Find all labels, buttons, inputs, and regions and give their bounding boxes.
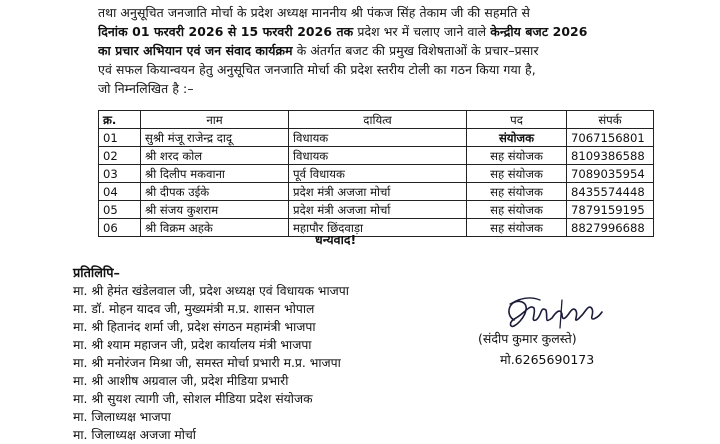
header-post: पद (467, 111, 567, 129)
row-post: सह संयोजक (467, 219, 567, 237)
row-sn: 05 (99, 201, 141, 219)
header-phone: संपर्क (567, 111, 654, 129)
row-name: सुश्री मंजू राजेन्द्र दादू (141, 129, 289, 147)
row-post: सह संयोजक (467, 201, 567, 219)
row-name: श्री दीपक उईके (141, 183, 289, 201)
row-name: श्री शरद कोल (141, 147, 289, 165)
row-role: प्रदेश मंत्री अजजा मोर्चा (289, 201, 467, 219)
budget-title: केन्द्रीय बजट 2026 (490, 24, 588, 39)
intro-line-4: एवं सफल कियान्वयन हेतु अनुसूचित जनजाति मोर्चा की प्रदेश स्तरीय टोली का गठन किया गया है, (98, 62, 536, 77)
row-role: महापौर छिंदवाड़ा (289, 219, 467, 237)
row-phone: 7067156801 (567, 129, 654, 147)
row-sn: 01 (99, 129, 141, 147)
intro-line-2-mid: प्रदेश भर में चलाए जाने वाले (353, 24, 491, 39)
row-phone: 8109386588 (567, 147, 654, 165)
table-row (99, 201, 654, 219)
row-sn: 06 (99, 219, 141, 237)
intro-line-3 (98, 41, 700, 60)
copy-item: मा. श्री सुयश त्यागी जी, सोशल मीडिया प्रदेश संयोजक (73, 392, 313, 406)
row-sn: 04 (99, 183, 141, 201)
campaign-title: का प्रचार अभियान एवं जन संवाद कार्यक्रम (98, 43, 293, 58)
row-role: प्रदेश मंत्री अजजा मोर्चा (289, 183, 467, 201)
copy-item: मा. श्री मनोरंजन मिश्रा जी, समस्त मोर्चा प्रभारी म.प्र. भाजपा (73, 356, 341, 370)
table-row (99, 219, 654, 237)
copy-item: मा. श्री आशीष अग्रवाल जी, प्रदेश मीडिया प्रभारी (73, 374, 289, 388)
table-row (99, 129, 654, 147)
intro-line-2 (98, 22, 700, 41)
row-sn: 02 (99, 147, 141, 165)
table-row (99, 147, 654, 165)
copy-item: मा. जिलाध्यक्ष अजजा मोर्चा (73, 428, 196, 442)
row-role: विधायक (289, 147, 467, 165)
intro-line-1: तथा अनुसूचित जनजाति मोर्चा के प्रदेश अध्यक्ष माननीय श्री पंकज सिंह तेकाम जी की सहमति से (98, 5, 530, 20)
copy-list (73, 282, 349, 444)
copy-item: मा. डॉ. मोहन यादव जी, मुख्यमंत्री म.प्र. शासन भोपाल (73, 302, 315, 316)
intro-line-5: जो निम्नलिखित है :– (98, 81, 194, 96)
row-role: पूर्व विधायक (289, 165, 467, 183)
row-post: सह संयोजक (467, 183, 567, 201)
row-sn: 03 (99, 165, 141, 183)
row-post: सह संयोजक (467, 165, 567, 183)
copy-item: मा. श्री हेमंत खंडेलवाल जी, प्रदेश अध्यक्ष एवं विधायक भाजपा (73, 284, 349, 298)
copy-item: मा. श्री श्याम महाजन जी, प्रदेश कार्यालय मंत्री भाजपा (73, 338, 312, 352)
row-role: विधायक (289, 129, 467, 147)
intro-paragraph (98, 3, 700, 98)
row-post: सह संयोजक (467, 147, 567, 165)
row-name: श्री संजय कुशराम (141, 201, 289, 219)
row-phone: 8827996688 (567, 219, 654, 237)
signatory-name: (संदीप कुमार कुलस्ते) (478, 331, 577, 346)
team-table (98, 110, 654, 237)
copy-item: मा. श्री हितानंद शर्मा जी, प्रदेश संगठन महामंत्री भाजपा (73, 320, 316, 334)
table-row (99, 165, 654, 183)
copy-item: मा. जिलाध्यक्ष भाजपा (73, 410, 171, 424)
thanks-text: धन्यवाद! (315, 232, 357, 247)
header-role: दायित्व (289, 111, 467, 129)
row-name: श्री विक्रम अहके (141, 219, 289, 237)
row-phone: 7879159195 (567, 201, 654, 219)
row-phone: 8435574448 (567, 183, 654, 201)
row-post: संयोजक (467, 129, 567, 147)
table-header-row (99, 111, 654, 129)
table-row (99, 183, 654, 201)
row-name: श्री दिलीप मकवाना (141, 165, 289, 183)
intro-line-3-rest: के अंतर्गत बजट की प्रमुख विशेषताओं के प्रचार–प्रसार (292, 43, 539, 58)
signatory-phone: मो.6265690173 (500, 352, 595, 367)
row-phone: 7089035954 (567, 165, 654, 183)
header-name: नाम (141, 111, 289, 129)
header-sn: क्र. (99, 111, 141, 129)
date-range: दिनांक 01 फरवरी 2026 से 15 फरवरी 2026 तक (98, 24, 354, 39)
copy-title: प्रतिलिपि– (73, 266, 120, 281)
